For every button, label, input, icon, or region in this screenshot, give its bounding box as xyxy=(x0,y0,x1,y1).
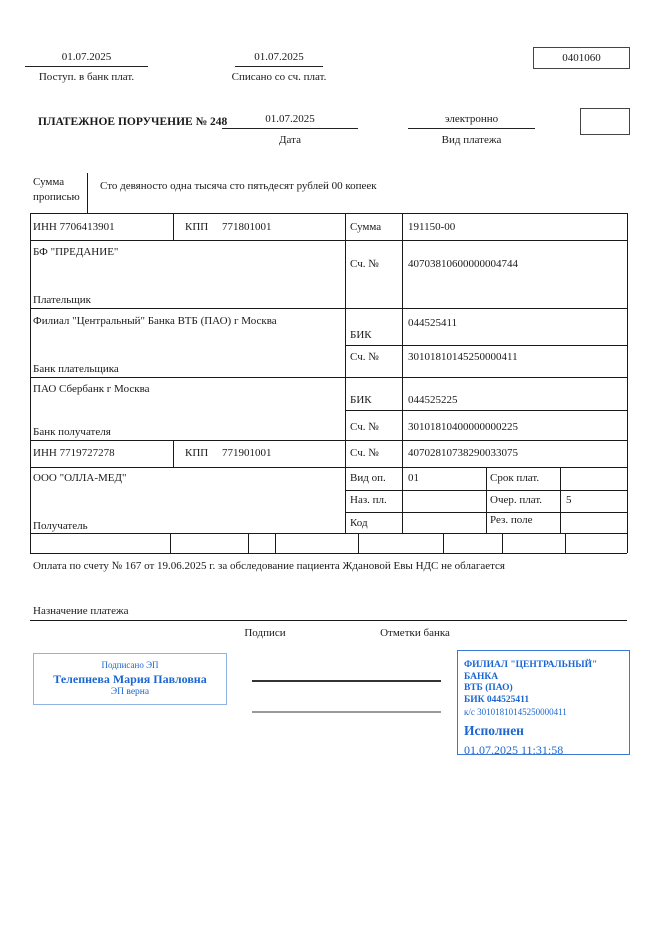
code-label: Код xyxy=(350,517,368,529)
due-date-label: Срок плат. xyxy=(490,472,540,484)
amount-in-words: Сто девяносто одна тысяча сто пятьдесят рублей 00 копеек xyxy=(100,180,377,192)
signature-stamp-line1: Подписано ЭП xyxy=(101,660,159,670)
grid-line xyxy=(345,410,627,411)
grid-line xyxy=(30,213,31,553)
bank-stamp-datetime: 01.07.2025 11:31:58 xyxy=(464,743,564,757)
signatures-label: Подписи xyxy=(244,627,286,639)
document-title: ПЛАТЕЖНОЕ ПОРУЧЕНИЕ № 248 xyxy=(38,116,228,128)
grid-line xyxy=(30,440,627,441)
grid-line xyxy=(30,467,627,468)
signature-stamp-line3: ЭП верна xyxy=(110,687,150,697)
debited-date: 01.07.2025 xyxy=(235,50,323,67)
grid-line xyxy=(30,553,627,554)
grid-line xyxy=(627,213,628,553)
grid-line xyxy=(248,533,249,553)
payer-kpp-label: КПП xyxy=(185,221,209,233)
bank-stamp-status: Исполнен xyxy=(464,723,524,738)
grid-line xyxy=(30,213,627,214)
amount-words-label-2: прописью xyxy=(33,191,80,203)
received-date-label: Поступ. в банк плат. xyxy=(38,71,135,83)
beneficiary-bank-bik-label: БИК xyxy=(350,394,372,406)
grid-line xyxy=(173,213,174,240)
payer-bank-bik-label: БИК xyxy=(350,329,372,341)
grid-line xyxy=(486,467,487,533)
amount-words-label-1: Сумма xyxy=(33,176,65,188)
grid-line xyxy=(30,377,627,378)
grid-line xyxy=(565,533,566,553)
beneficiary-bank-section-label: Банк получателя xyxy=(33,426,111,438)
payer-inn: ИНН 7706413901 xyxy=(33,221,115,233)
payer-bank-account: 30101810145250000411 xyxy=(408,351,518,363)
bank-stamp-line3: БИК 044525411 xyxy=(464,694,530,705)
grid-line xyxy=(358,533,359,553)
grid-line xyxy=(87,173,88,213)
beneficiary-account: 40702810738290033075 xyxy=(408,447,518,459)
payer-bank-account-label: Сч. № xyxy=(350,351,379,363)
debited-date-label: Списано со сч. плат. xyxy=(231,71,327,83)
grid-line xyxy=(30,533,627,534)
priority-value: 5 xyxy=(566,494,572,506)
payer-bank-name: Филиал "Центральный" Банка ВТБ (ПАО) г Москва xyxy=(33,315,277,327)
signature-stamp xyxy=(33,653,227,705)
payer-section-label: Плательщик xyxy=(33,294,91,306)
grid-line xyxy=(345,345,627,346)
grid-line xyxy=(560,467,561,533)
grid-line xyxy=(502,533,503,553)
document-date-label: Дата xyxy=(279,134,301,146)
res-field-label: Рез. поле xyxy=(490,514,533,526)
payer-bank-bik: 044525411 xyxy=(408,317,458,329)
grid-line xyxy=(170,533,171,553)
grid-line xyxy=(173,440,174,467)
status-code-box xyxy=(580,108,630,135)
payer-account-label: Сч. № xyxy=(350,258,379,270)
beneficiary-account-label: Сч. № xyxy=(350,447,379,459)
bank-stamp xyxy=(457,650,630,755)
signature-line-2 xyxy=(252,711,441,713)
bank-stamp-line1: ФИЛИАЛ "ЦЕНТРАЛЬНЫЙ" БАНКА xyxy=(464,660,598,682)
form-code-box: 0401060 xyxy=(533,47,630,69)
payer-kpp: 771801001 xyxy=(222,221,272,233)
grid-line xyxy=(443,533,444,553)
naz-pl-label: Наз. пл. xyxy=(350,494,387,506)
grid-line xyxy=(30,240,627,241)
op-kind-label: Вид оп. xyxy=(350,472,386,484)
beneficiary-bank-name: ПАО Сбербанк г Москва xyxy=(33,383,150,395)
beneficiary-bank-bik: 044525225 xyxy=(408,394,458,406)
signature-stamp-name: Телепнева Мария Павловна xyxy=(53,672,207,686)
payer-account: 40703810600000004744 xyxy=(408,258,518,270)
payment-purpose-label: Назначение платежа xyxy=(33,605,129,617)
beneficiary-inn: ИНН 7719727278 xyxy=(33,447,115,459)
bank-stamp-line2: ВТБ (ПАО) xyxy=(464,683,513,693)
document-date: 01.07.2025 xyxy=(222,112,358,129)
bank-marks-label: Отметки банка xyxy=(380,627,450,639)
beneficiary-bank-account-label: Сч. № xyxy=(350,421,379,433)
beneficiary-section-label: Получатель xyxy=(33,520,88,532)
sum-value: 191150-00 xyxy=(408,221,456,233)
op-kind-value: 01 xyxy=(408,472,419,484)
payer-bank-section-label: Банк плательщика xyxy=(33,363,119,375)
purpose-underline xyxy=(30,620,627,621)
bank-stamp-line4: к/с 30101810145250000411 xyxy=(464,707,567,717)
signature-line-1 xyxy=(252,680,441,682)
payment-kind-label: Вид платежа xyxy=(441,134,502,146)
beneficiary-kpp-label: КПП xyxy=(185,447,209,459)
payment-purpose-text: Оплата по счету № 167 от 19.06.2025 г. за обследование пациента Ждановой Евы НДС не облагается xyxy=(33,560,505,572)
priority-label: Очер. плат. xyxy=(490,494,543,506)
received-date: 01.07.2025 xyxy=(25,50,148,67)
beneficiary-name: ООО "ОЛЛА-МЕД" xyxy=(33,472,127,484)
payment-kind-value: электронно xyxy=(408,112,535,129)
beneficiary-bank-account: 30101810400000000225 xyxy=(408,421,518,433)
payer-name: БФ "ПРЕДАНИЕ" xyxy=(33,246,119,258)
sum-label: Сумма xyxy=(350,221,382,233)
grid-line xyxy=(345,213,346,533)
grid-line xyxy=(402,213,403,533)
grid-line xyxy=(275,533,276,553)
beneficiary-kpp: 771901001 xyxy=(222,447,272,459)
grid-line xyxy=(30,308,627,309)
